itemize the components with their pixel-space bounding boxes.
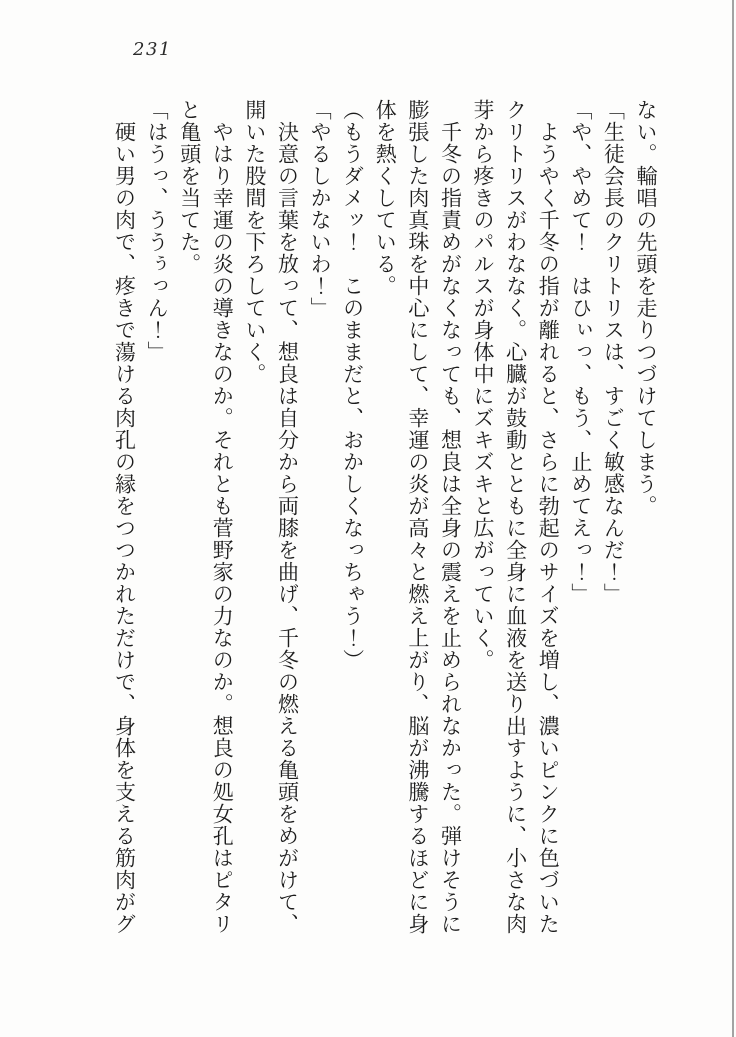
paragraph-dialogue: 「生徒会長のクリトリスは、すごく敏感なんだ！」 [601,99,626,605]
paragraph-dialogue: 「や、やめて！ はひぃっ、もう、止めてえっ！」 [568,99,593,605]
paragraph: やはり幸運の炎の導きなのか。それとも菅野家の力なのか。想良の処女孔はピタリと亀頭を当てた。 [177,99,235,935]
page-number: 231 [133,39,172,60]
paragraph: ない。輪唱の先頭を走りつづけてしまう。 [634,99,658,517]
paragraph: 千冬の指責めがなくなっても、想良は全身の震えを止められなかった。弾けそうに膨張した肉真珠を中心にして、幸運の炎が高々と燃え上がり、脳が沸騰するほどに身体を熱くしている。 [373,99,463,935]
paragraph: 硬い男の肉で、疼きで蕩ける肉孔の縁をつつかれただけで、身体を支える筋肉がグ [112,99,137,935]
paragraph: 決意の言葉を放って、想良は自分から両膝を曲げ、千冬の燃える亀頭をめがけて、開いた股間を下ろしていく。 [242,99,300,935]
paragraph-thought: （もうダメッ！ このままだと、おかしくなっちゃう！） [340,99,365,671]
page-edge-line [732,0,734,1037]
novel-text-block [108,99,662,936]
paragraph-dialogue: 「やるしかないわ！」 [308,99,333,319]
paragraph-dialogue: 「はうっ、ううぅっん！」 [145,99,170,363]
paragraph: ようやく千冬の指が離れると、さらに勃起のサイズを増し、濃いピンクに色づいたクリトリスがわななく。心臓が鼓動とともに全身に血液を送り出すように、小さな肉芽から疼きのパルスが身体中にズキズキと広がっていく。 [471,99,561,935]
